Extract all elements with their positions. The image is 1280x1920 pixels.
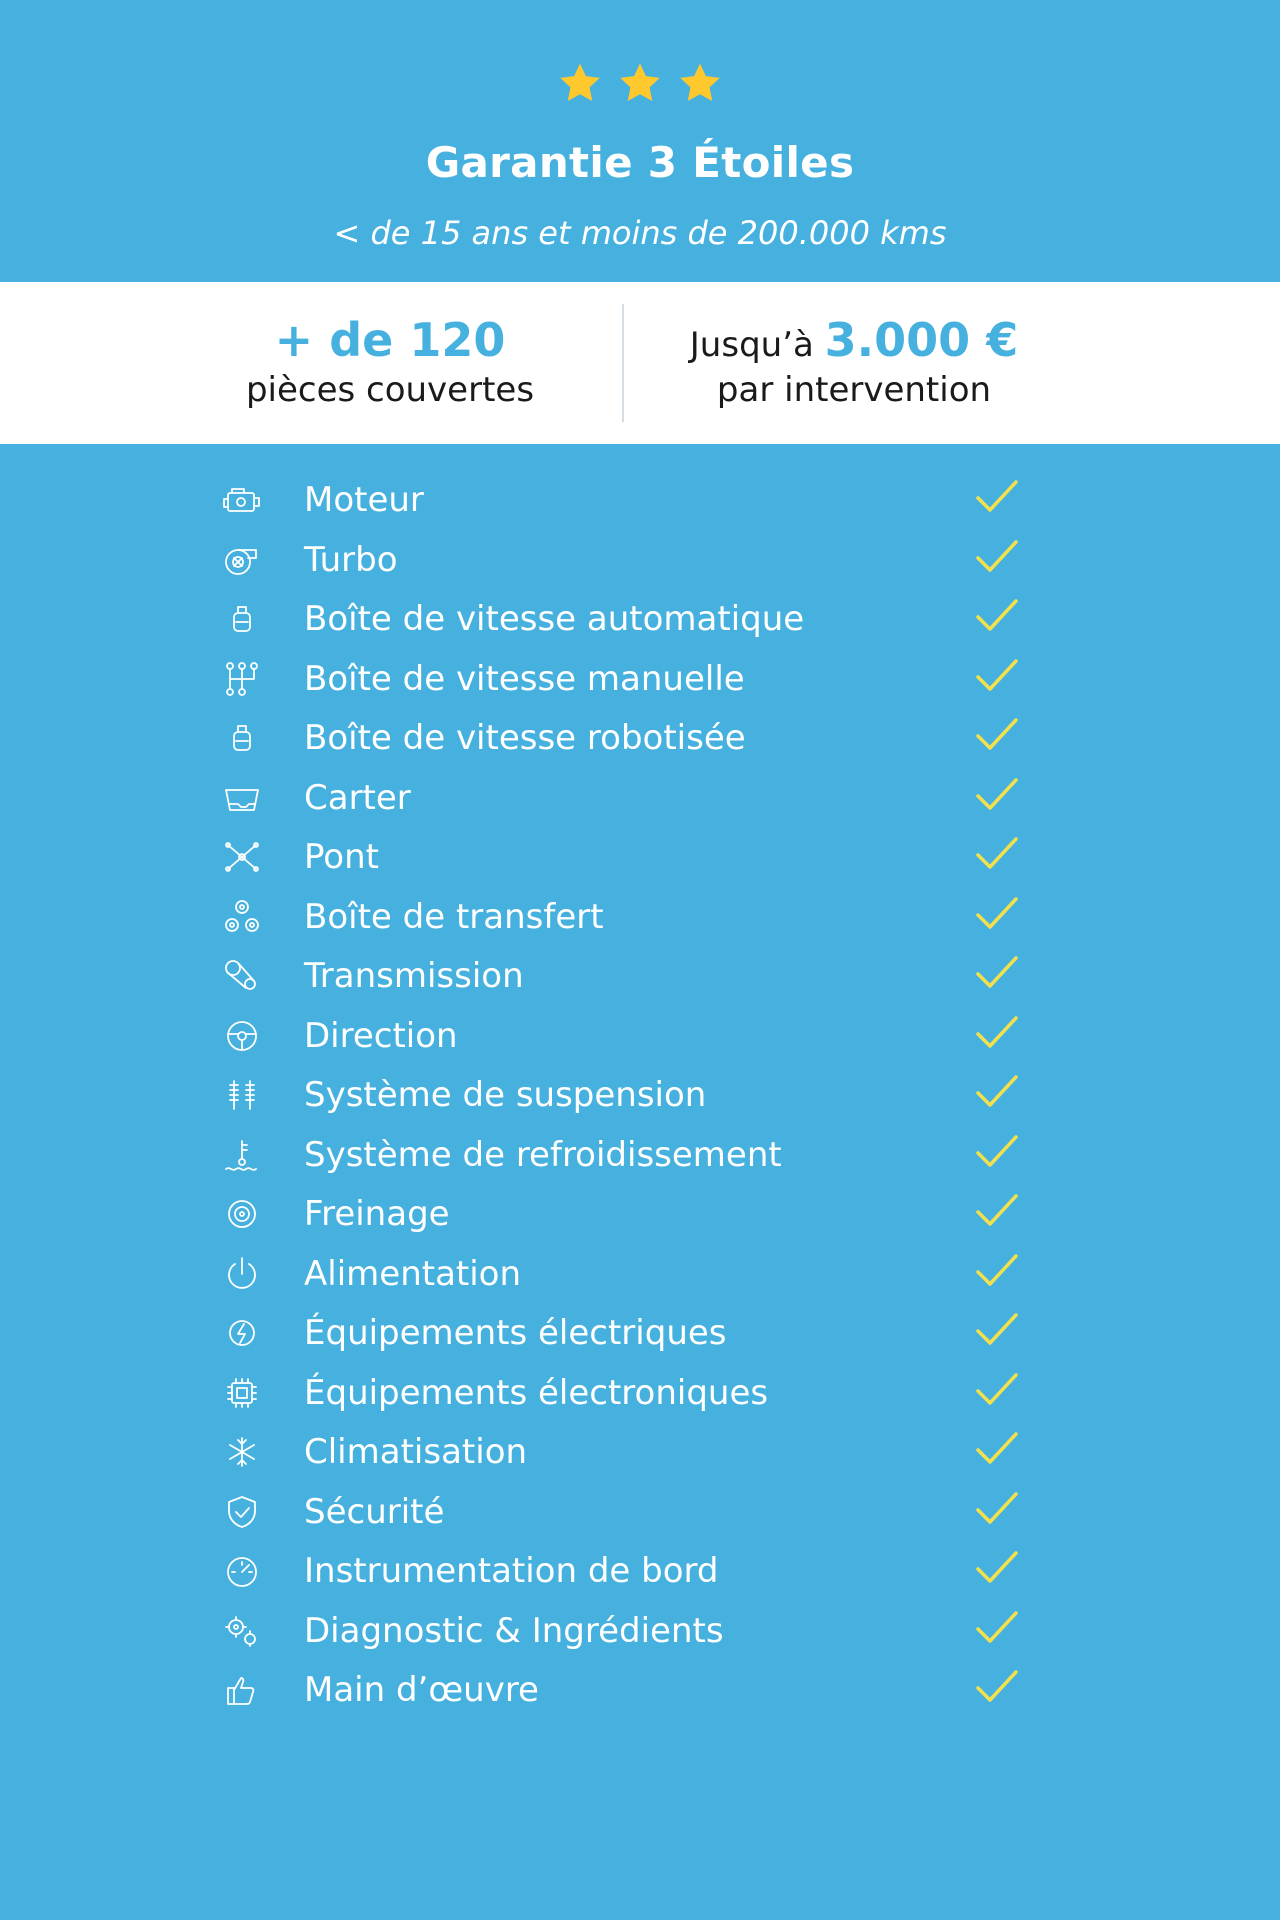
list-item (0, 1660, 1280, 1720)
list-item-label: Boîte de transfert (304, 896, 604, 937)
list-item-label: Carter (304, 777, 411, 818)
list-item-label: Système de refroidissement (304, 1134, 782, 1175)
list-item (0, 887, 1280, 947)
page-title: Garantie 3 Étoiles (425, 138, 855, 187)
stats-band (0, 282, 1280, 444)
list-item (0, 768, 1280, 828)
power-icon (220, 1254, 264, 1294)
rating-stars (0, 60, 1280, 106)
list-item-label: Climatisation (304, 1432, 528, 1472)
list-item (0, 1125, 1280, 1185)
list-item-label: Pont (304, 837, 379, 877)
max-amount-prefix: Jusqu’à (689, 325, 814, 365)
check-icon (972, 476, 1022, 516)
brake-disc-icon (220, 1194, 264, 1234)
check-icon (972, 833, 1022, 873)
check-icon (972, 893, 1022, 933)
list-item (0, 1303, 1280, 1363)
list-item-label: Moteur (304, 480, 424, 520)
electrical-icon (220, 1313, 264, 1353)
star-icon (557, 60, 603, 106)
snowflake-icon (220, 1432, 264, 1472)
list-item-label: Direction (304, 1015, 458, 1056)
list-item (0, 1541, 1280, 1601)
shield-check-icon (220, 1492, 264, 1532)
list-item (0, 470, 1280, 530)
check-icon (972, 595, 1022, 635)
check-icon (972, 1369, 1022, 1409)
check-icon (972, 1309, 1022, 1349)
chip-icon (220, 1373, 264, 1413)
list-item (0, 1482, 1280, 1542)
list-item-label: Boîte de vitesse manuelle (304, 658, 745, 699)
check-icon (972, 1190, 1022, 1230)
oil-pan-icon (220, 778, 264, 818)
list-item (0, 827, 1280, 887)
list-item-label: Diagnostic & Ingrédients (304, 1610, 724, 1651)
parts-label: pièces couvertes (245, 370, 535, 410)
list-item-label: Boîte de vitesse automatique (304, 599, 805, 639)
list-item (0, 1601, 1280, 1661)
list-item-label: Boîte de vitesse robotisée (304, 718, 746, 758)
list-item-label: Main d’œuvre (304, 1670, 539, 1710)
check-icon (972, 1012, 1022, 1052)
engine-icon (220, 480, 264, 520)
list-item (0, 1363, 1280, 1423)
list-item-label: Équipements électroniques (304, 1372, 769, 1413)
list-item-label: Système de suspension (304, 1075, 707, 1115)
check-icon (972, 1547, 1022, 1587)
parts-count: + de 120 (274, 313, 506, 367)
list-item (0, 530, 1280, 590)
stats-divider (622, 304, 624, 422)
max-amount-stat (654, 312, 1054, 412)
check-icon (972, 1666, 1022, 1706)
list-item-label: Turbo (304, 539, 398, 580)
list-item-label: Sécurité (304, 1491, 445, 1532)
list-item-label: Alimentation (304, 1253, 522, 1294)
list-item (0, 1006, 1280, 1066)
list-item (0, 589, 1280, 649)
max-amount-label: par intervention (716, 370, 992, 410)
list-item (0, 1184, 1280, 1244)
belt-drive-icon (220, 956, 264, 996)
parts-covered-stat (190, 312, 590, 412)
hand-icon (220, 1670, 264, 1710)
list-item-label: Équipements électriques (304, 1313, 727, 1353)
coolant-icon (220, 1135, 264, 1175)
automatic-gearbox-icon (220, 599, 264, 639)
check-icon (972, 1428, 1022, 1468)
star-icon (617, 60, 663, 106)
list-item-label: Freinage (304, 1194, 450, 1234)
check-icon (972, 1488, 1022, 1528)
check-icon (972, 1131, 1022, 1171)
list-item (0, 946, 1280, 1006)
robotized-gearbox-icon (220, 718, 264, 758)
check-icon (972, 655, 1022, 695)
transfer-case-icon (220, 897, 264, 937)
gauge-icon (220, 1551, 264, 1591)
suspension-icon (220, 1075, 264, 1115)
check-icon (972, 774, 1022, 814)
star-icon (677, 60, 723, 106)
list-item-label: Instrumentation de bord (304, 1551, 719, 1591)
diagnostic-gears-icon (220, 1611, 264, 1651)
steering-wheel-icon (220, 1016, 264, 1056)
list-item (0, 708, 1280, 768)
turbo-icon (220, 540, 264, 580)
list-item (0, 1422, 1280, 1482)
list-item (0, 1065, 1280, 1125)
check-icon (972, 536, 1022, 576)
check-icon (972, 952, 1022, 992)
manual-gearbox-icon (220, 659, 264, 699)
list-item (0, 649, 1280, 709)
axle-icon (220, 837, 264, 877)
header (0, 0, 1280, 282)
check-icon (972, 714, 1022, 754)
max-amount-value: 3.000 € (824, 313, 1019, 367)
list-item-label: Transmission (304, 956, 524, 996)
check-icon (972, 1071, 1022, 1111)
check-icon (972, 1607, 1022, 1647)
check-icon (972, 1250, 1022, 1290)
page-subtitle: < de 15 ans et moins de 200.000 kms (333, 214, 947, 252)
list-item (0, 1244, 1280, 1304)
